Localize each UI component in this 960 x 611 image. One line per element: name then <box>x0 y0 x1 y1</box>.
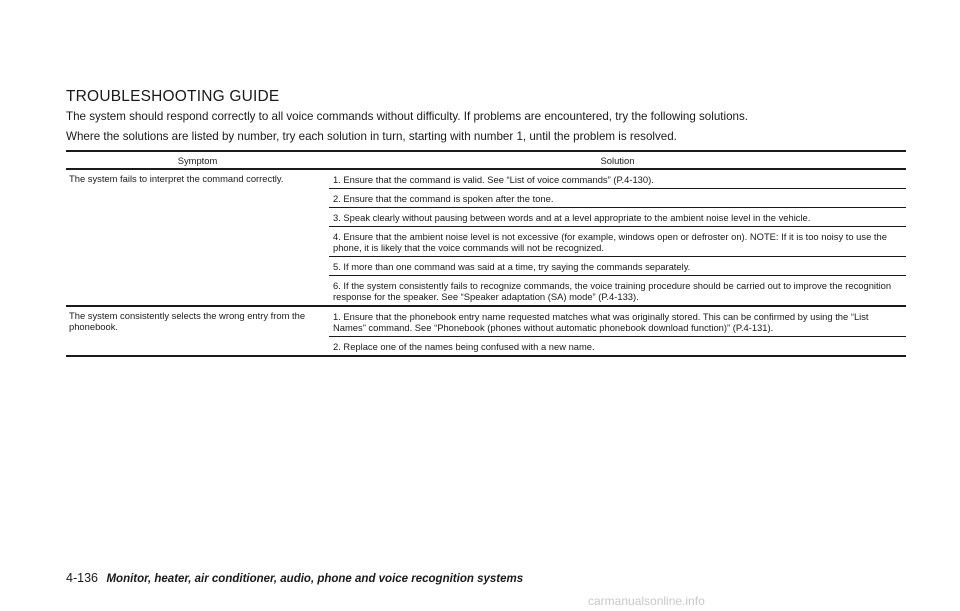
solution-cell: 6. If the system consistently fails to recognize commands, the voice training procedure should be carried out to improve the recognition response for the speaker. See “Speaker adaptation (SA) mode” (P.4-133). <box>329 276 906 307</box>
solution-cell: 1. Ensure that the command is valid. See “List of voice commands” (P.4-130). <box>329 169 906 189</box>
symptom-cell: The system fails to interpret the command correctly. <box>66 169 329 306</box>
intro-paragraph: Where the solutions are listed by number, try each solution in turn, starting with number 1, until the problem is resolved. <box>66 130 677 143</box>
solution-cell: 4. Ensure that the ambient noise level is not excessive (for example, windows open or defroster on). NOTE: If it is too noisy to use the phone, it is likely that the voice commands will not be recognized. <box>329 227 906 257</box>
solution-cell: 2. Replace one of the names being confused with a new name. <box>329 337 906 357</box>
table-row <box>66 169 906 189</box>
solution-cell: 1. Ensure that the phonebook entry name requested matches what was originally stored. This can be confirmed by using the “List Names” command. See “Phonebook (phones without automatic phonebook download function)” (P.4-131). <box>329 306 906 337</box>
section-title: Monitor, heater, air conditioner, audio, phone and voice recognition systems <box>106 573 524 585</box>
symptom-column-header: Symptom <box>66 151 329 169</box>
solution-cell: 2. Ensure that the command is spoken after the tone. <box>329 189 906 208</box>
solution-cell: 5. If more than one command was said at a time, try saying the commands separately. <box>329 257 906 276</box>
table-header-row <box>66 151 906 169</box>
page-number: 4-136 <box>66 571 98 585</box>
solution-cell: 3. Speak clearly without pausing between words and at a level appropriate to the ambient noise level in the vehicle. <box>329 208 906 227</box>
intro-paragraph: The system should respond correctly to all voice commands without difficulty. If problems are encountered, try the following solutions. <box>66 110 748 123</box>
page-footer <box>66 571 523 585</box>
page-title: TROUBLESHOOTING GUIDE <box>66 88 280 105</box>
solution-column-header: Solution <box>329 151 906 169</box>
symptom-cell: The system consistently selects the wrong entry from the phonebook. <box>66 306 329 356</box>
table-row <box>66 306 906 337</box>
troubleshooting-table <box>66 150 906 357</box>
watermark: carmanualsonline.info <box>588 594 705 608</box>
